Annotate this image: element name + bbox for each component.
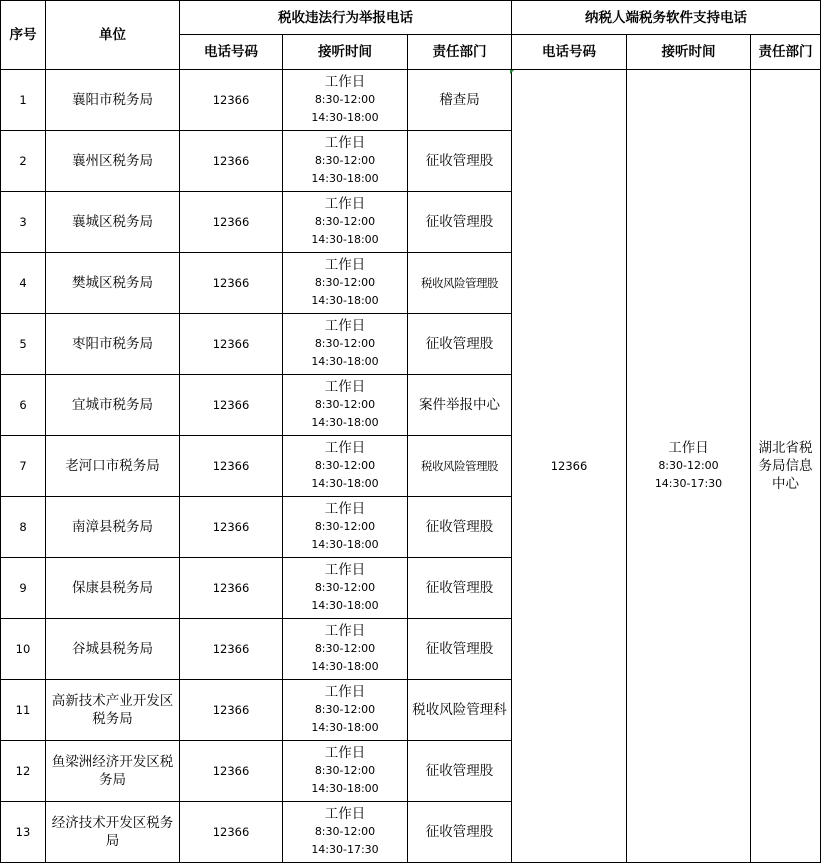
- hours-am: 8:30-12:00: [314, 642, 376, 655]
- support-hours-day: 工作日: [668, 440, 709, 456]
- unit-name: 谷城县税务局: [72, 641, 153, 657]
- hours-day: 工作日: [324, 74, 366, 90]
- report-hours-cell: [283, 619, 408, 680]
- report-phone-cell: 12366: [180, 436, 283, 497]
- report-phone-cell: 12366: [180, 131, 283, 192]
- hours-day: 工作日: [324, 562, 366, 578]
- hours-pm: 14:30-18:00: [311, 660, 379, 673]
- support-dept-name: 湖北省税务局信息中心: [758, 440, 813, 492]
- hours-am: 8:30-12:00: [314, 459, 376, 472]
- unit-name: 高新技术产业开发区税务局: [51, 693, 174, 727]
- report-hours-cell: [283, 314, 408, 375]
- report-phone-cell: 12366: [180, 314, 283, 375]
- report-phone-cell: 12366: [180, 70, 283, 131]
- hours-am: 8:30-12:00: [314, 154, 376, 167]
- hours-day: 工作日: [324, 379, 366, 395]
- hours-day: 工作日: [324, 440, 366, 456]
- hours-am: 8:30-12:00: [314, 398, 376, 411]
- header-support-hours: 接听时间: [627, 35, 751, 70]
- seq-cell: 5: [1, 314, 46, 375]
- report-hours-cell: [283, 375, 408, 436]
- header-group-support: 纳税人端税务软件支持电话: [512, 1, 821, 35]
- report-hours-cell: [283, 253, 408, 314]
- report-dept-cell: 征收管理股: [408, 802, 512, 863]
- unit-name: 经济技术开发区税务局: [51, 815, 174, 849]
- unit-cell: [46, 131, 180, 192]
- hours-am: 8:30-12:00: [314, 520, 376, 533]
- hours-pm: 14:30-18:00: [311, 721, 379, 734]
- support-phone-cell: 12366: [512, 70, 627, 863]
- seq-cell: 2: [1, 131, 46, 192]
- hours-day: 工作日: [324, 745, 366, 761]
- report-hours-cell: [283, 70, 408, 131]
- report-phone-cell: 12366: [180, 619, 283, 680]
- report-dept-cell: 税收风险管理科: [408, 680, 512, 741]
- seq-cell: 6: [1, 375, 46, 436]
- report-hours-cell: [283, 192, 408, 253]
- header-support-dept: 责任部门: [751, 35, 821, 70]
- seq-cell: 12: [1, 741, 46, 802]
- unit-cell: [46, 375, 180, 436]
- hours-am: 8:30-12:00: [314, 93, 376, 106]
- hours-day: 工作日: [324, 196, 366, 212]
- report-dept-cell: 征收管理股: [408, 314, 512, 375]
- unit-cell: [46, 436, 180, 497]
- hours-am: 8:30-12:00: [314, 215, 376, 228]
- header-group-report: 税收违法行为举报电话: [180, 1, 512, 35]
- seq-cell: 13: [1, 802, 46, 863]
- hours-day: 工作日: [324, 806, 366, 822]
- report-phone-cell: 12366: [180, 741, 283, 802]
- hours-pm: 14:30-18:00: [311, 538, 379, 551]
- unit-cell: [46, 497, 180, 558]
- hours-am: 8:30-12:00: [314, 703, 376, 716]
- report-hours-cell: [283, 558, 408, 619]
- report-dept-cell: 税收风险管理股: [408, 253, 512, 314]
- unit-cell: [46, 192, 180, 253]
- hours-day: 工作日: [324, 135, 366, 151]
- hours-day: 工作日: [324, 684, 366, 700]
- report-hours-cell: [283, 436, 408, 497]
- report-hours-cell: [283, 497, 408, 558]
- unit-name: 枣阳市税务局: [72, 336, 153, 352]
- hours-pm: 14:30-18:00: [311, 111, 379, 124]
- unit-name: 保康县税务局: [72, 580, 153, 596]
- report-dept-cell: 征收管理股: [408, 558, 512, 619]
- table-row: [1, 70, 821, 131]
- report-dept-cell: 征收管理股: [408, 497, 512, 558]
- unit-cell: [46, 314, 180, 375]
- report-phone-cell: 12366: [180, 253, 283, 314]
- hours-pm: 14:30-18:00: [311, 782, 379, 795]
- unit-name: 樊城区税务局: [72, 275, 153, 291]
- hours-am: 8:30-12:00: [314, 825, 376, 838]
- report-dept-cell: 税收风险管理股: [408, 436, 512, 497]
- unit-name: 襄州区税务局: [72, 153, 153, 169]
- support-dept-cell: [751, 70, 821, 863]
- hours-day: 工作日: [324, 501, 366, 517]
- header-support-phone: 电话号码: [512, 35, 627, 70]
- seq-cell: 4: [1, 253, 46, 314]
- unit-name: 襄城区税务局: [72, 214, 153, 230]
- report-dept-cell: 征收管理股: [408, 741, 512, 802]
- report-phone-cell: 12366: [180, 558, 283, 619]
- hours-day: 工作日: [324, 257, 366, 273]
- unit-cell: [46, 619, 180, 680]
- report-dept-cell: 征收管理股: [408, 131, 512, 192]
- hours-pm: 14:30-18:00: [311, 477, 379, 490]
- header-unit: 单位: [46, 1, 180, 70]
- hours-pm: 14:30-17:30: [311, 843, 379, 856]
- report-hours-cell: [283, 741, 408, 802]
- report-phone-cell: 12366: [180, 375, 283, 436]
- report-dept-cell: 案件举报中心: [408, 375, 512, 436]
- unit-cell: [46, 802, 180, 863]
- header-row-top: [1, 1, 821, 35]
- header-seq: 序号: [1, 1, 46, 70]
- support-hours-am: 8:30-12:00: [658, 459, 719, 472]
- report-phone-cell: 12366: [180, 802, 283, 863]
- header-report-phone: 电话号码: [180, 35, 283, 70]
- report-dept-cell: 稽查局: [408, 70, 512, 131]
- header-report-dept: 责任部门: [408, 35, 512, 70]
- seq-cell: 11: [1, 680, 46, 741]
- support-hours-pm: 14:30-17:30: [654, 477, 723, 490]
- seq-cell: 8: [1, 497, 46, 558]
- hours-pm: 14:30-18:00: [311, 599, 379, 612]
- hours-am: 8:30-12:00: [314, 276, 376, 289]
- unit-name: 南漳县税务局: [72, 519, 153, 535]
- hours-pm: 14:30-18:00: [311, 355, 379, 368]
- unit-cell: [46, 253, 180, 314]
- hours-pm: 14:30-18:00: [311, 172, 379, 185]
- unit-cell: [46, 741, 180, 802]
- hours-am: 8:30-12:00: [314, 764, 376, 777]
- unit-cell: [46, 70, 180, 131]
- report-hours-cell: [283, 131, 408, 192]
- unit-cell: [46, 680, 180, 741]
- report-hours-cell: [283, 680, 408, 741]
- support-hours-cell: [627, 70, 751, 863]
- report-phone-cell: 12366: [180, 192, 283, 253]
- seq-cell: 9: [1, 558, 46, 619]
- unit-name: 老河口市税务局: [65, 458, 160, 474]
- unit-name: 宜城市税务局: [72, 397, 153, 413]
- unit-name: 鱼梁洲经济开发区税务局: [51, 754, 174, 788]
- seq-cell: 7: [1, 436, 46, 497]
- hours-pm: 14:30-18:00: [311, 294, 379, 307]
- unit-cell: [46, 558, 180, 619]
- report-dept-cell: 征收管理股: [408, 192, 512, 253]
- report-phone-cell: 12366: [180, 497, 283, 558]
- report-phone-cell: 12366: [180, 680, 283, 741]
- unit-name: 襄阳市税务局: [72, 92, 153, 108]
- hours-pm: 14:30-18:00: [311, 233, 379, 246]
- seq-cell: 10: [1, 619, 46, 680]
- seq-cell: 1: [1, 70, 46, 131]
- hours-am: 8:30-12:00: [314, 581, 376, 594]
- report-dept-cell: 征收管理股: [408, 619, 512, 680]
- header-report-hours: 接听时间: [283, 35, 408, 70]
- hours-day: 工作日: [324, 623, 366, 639]
- hours-am: 8:30-12:00: [314, 337, 376, 350]
- report-hours-cell: [283, 802, 408, 863]
- hours-day: 工作日: [324, 318, 366, 334]
- cell-comment-marker: [510, 70, 514, 74]
- seq-cell: 3: [1, 192, 46, 253]
- hours-pm: 14:30-18:00: [311, 416, 379, 429]
